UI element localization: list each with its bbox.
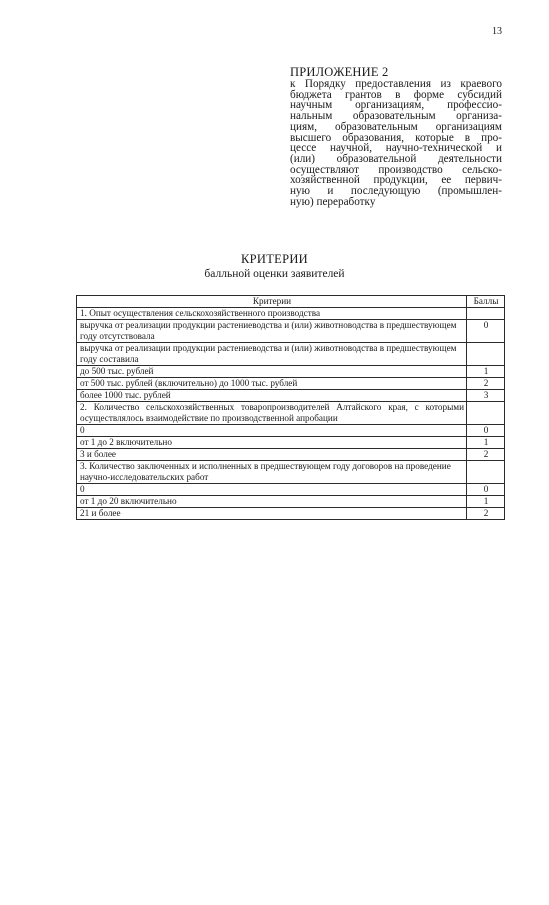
criterion-points: 0 (467, 320, 505, 343)
appendix-line: ную) переработку (290, 195, 376, 208)
criterion-points: 1 (467, 366, 505, 378)
criterion-text: 3 и более (77, 449, 467, 461)
table-row (77, 484, 505, 496)
table-row (77, 308, 505, 320)
criterion-points (467, 402, 505, 425)
appendix-line: (или) образовательной деятельности (290, 152, 502, 165)
criterion-text: от 500 тыс. рублей (включительно) до 1000 тыс. рублей (77, 378, 467, 390)
criterion-points: 2 (467, 378, 505, 390)
criterion-text: до 500 тыс. рублей (77, 366, 467, 378)
table-header-row (77, 296, 505, 308)
criterion-text: от 1 до 2 включительно (77, 437, 467, 449)
table-row (77, 437, 505, 449)
criterion-text: выручка от реализации продукции растениеводства и (или) животноводства в предшествующем году составила (77, 343, 467, 366)
table-row (77, 378, 505, 390)
table-row (77, 461, 505, 484)
criterion-text: более 1000 тыс. рублей (77, 390, 467, 402)
table-row (77, 402, 505, 425)
appendix-line: цессе научной, научно-технической и (290, 142, 502, 155)
criterion-points: 2 (467, 449, 505, 461)
appendix-line: научным организациям, профессио- (290, 99, 502, 112)
criterion-points (467, 308, 505, 320)
table-row (77, 320, 505, 343)
page-number: 13 (492, 26, 502, 37)
criterion-points: 0 (467, 484, 505, 496)
criterion-text: 1. Опыт осуществления сельскохозяйственного производства (77, 308, 467, 320)
table-row (77, 366, 505, 378)
criterion-points (467, 461, 505, 484)
appendix-line: нальным образовательным организа- (290, 110, 502, 123)
criterion-points: 1 (467, 496, 505, 508)
criterion-text: 21 и более (77, 508, 467, 520)
appendix-line: циям, образовательным организациям (290, 120, 502, 133)
criterion-points (467, 343, 505, 366)
header-points: Баллы (467, 296, 505, 308)
criterion-text: выручка от реализации продукции растениеводства и (или) животноводства в предшествующем году отсутствовала (77, 320, 467, 343)
table-row (77, 425, 505, 437)
criterion-text: 0 (77, 425, 467, 437)
table-row (77, 390, 505, 402)
criterion-points: 1 (467, 437, 505, 449)
appendix-line: бюджета грантов в форме субсидий (290, 88, 502, 101)
criterion-text: 3. Количество заключенных и исполненных в предшествующем году договоров на проведение научно-исследовательских работ (77, 461, 467, 484)
appendix-line: высшего образования, которые в про- (290, 131, 502, 144)
criterion-text: от 1 до 20 включительно (77, 496, 467, 508)
table-row (77, 496, 505, 508)
criterion-text: 2. Количество сельскохозяйственных товаропроизводителей Алтайского края, с которыми осуществлялось взаимодействие по производственной апробации (77, 402, 467, 425)
header-criteria: Критерии (77, 296, 467, 308)
appendix-line: к Порядку предоставления из краевого (290, 78, 502, 90)
criterion-points: 0 (467, 425, 505, 437)
criterion-points: 3 (467, 390, 505, 402)
criteria-subtitle: балльной оценки заявителей (204, 268, 345, 280)
criterion-points: 2 (467, 508, 505, 520)
appendix-header (290, 66, 502, 207)
table-row (77, 508, 505, 520)
appendix-line: ную и последующую (промышлен- (290, 185, 502, 198)
criteria-table (76, 295, 505, 520)
appendix-title: ПРИЛОЖЕНИЕ 2 (290, 65, 389, 79)
criteria-title: КРИТЕРИИ (241, 252, 308, 266)
table-row (77, 449, 505, 461)
table-row (77, 343, 505, 366)
criterion-text: 0 (77, 484, 467, 496)
appendix-line: осуществляют производство сельско- (290, 163, 502, 176)
appendix-line: хозяйственной продукции, ее первич- (290, 174, 502, 187)
